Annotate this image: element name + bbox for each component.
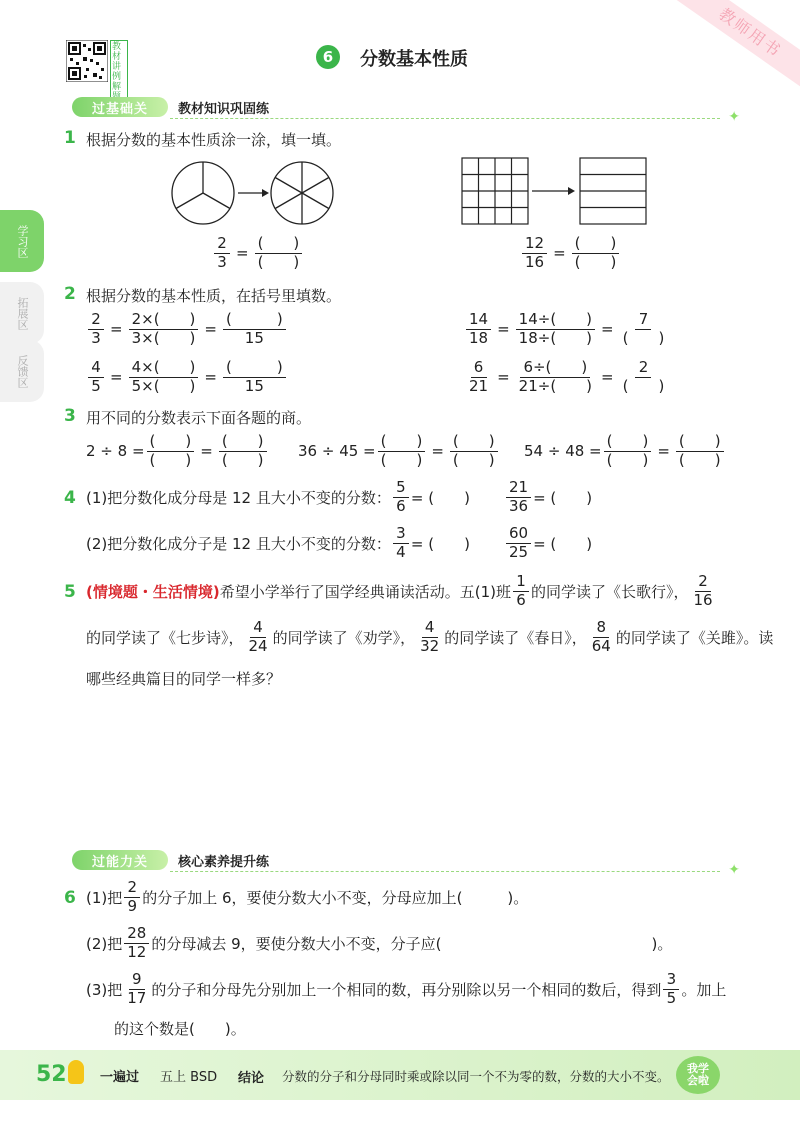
- watermark-ribbon: [668, 0, 800, 97]
- q1-right-equation: $\frac{12}{16}$ = $\frac{( )}{( )}$: [520, 236, 621, 271]
- question-text: 根据分数的基本性质，在括号里填数。: [86, 287, 342, 305]
- q2-equation-a: $\frac{2}{3}$ = $\frac{2\times( )}{3\times( )}$ = $\frac{( )}{15}$: [86, 312, 288, 347]
- question-number: 2: [64, 284, 76, 304]
- q3-item-2: 36 ÷ 45 = $\frac{( )}{( )}$ = $\frac{( )}{( )}$: [298, 434, 500, 469]
- qr-caption: 教材讲例解: [110, 40, 128, 104]
- answer-blank[interactable]: $\frac{( )}{( )}$: [572, 236, 620, 271]
- answer-blank[interactable]: $\frac{2}{( )}$: [622, 358, 665, 395]
- question-number: 6: [64, 888, 76, 908]
- q6-part-3: (3)把 $\frac{9}{17}$ 的分子和分母先分别加上一个相同的数，再分别除以另一个相同的数后，得到 $\frac{3}{5}$ 。加上: [86, 970, 727, 1007]
- circle-sixths: [271, 162, 333, 224]
- grid-rows-4: [580, 158, 646, 224]
- edition-label: 五上 BSD: [160, 1070, 218, 1085]
- page-title: 分数基本性质: [360, 49, 468, 70]
- question-number: 4: [64, 488, 76, 508]
- section-banner-ability: [60, 848, 740, 878]
- q4-part-2b: $\frac{60}{25}$ = ( ): [504, 526, 592, 561]
- answer-blank[interactable]: $\frac{( )}{( )}$: [604, 434, 652, 469]
- answer-area[interactable]: [86, 700, 736, 840]
- conclusion-text: 分数的分子和分母同时乘或除以同一个不为零的数，分数的大小不变。: [282, 1069, 670, 1084]
- star-icon: ✦: [728, 109, 740, 125]
- mascot-icon: [68, 1060, 84, 1084]
- question-number: 5: [64, 582, 76, 602]
- side-tab-study[interactable]: 学习区: [0, 210, 44, 272]
- q4-part-1: (1)把分数化成分母是 12 且大小不变的分数： $\frac{5}{6}$ = ( ): [86, 478, 470, 515]
- arrow-right-icon: [532, 187, 575, 195]
- page-number: 52: [36, 1062, 67, 1087]
- q5-line-1: (情境题・生活情境) 希望小学举行了国学经典诵读活动。五(1)班 $\frac{1}{6}$ 的同学读了《长歌行》， $\frac{2}{16}$: [86, 572, 713, 609]
- q5-line-3: 哪些经典篇目的同学一样多？: [86, 670, 282, 688]
- circle-diagram: [170, 160, 340, 230]
- grid-4x4: [462, 158, 528, 224]
- answer-blank[interactable]: $\frac{( )}{15}$: [223, 312, 286, 347]
- q4-part-1b: $\frac{21}{36}$ = ( ): [504, 480, 592, 515]
- question-text: 用不同的分数表示下面各题的商。: [86, 409, 312, 427]
- answer-blank[interactable]: $\frac{( )}{( )}$: [219, 434, 267, 469]
- q5-line-2: 的同学读了《七步诗》， $\frac{4}{24}$ 的同学读了《劝学》， $\frac{4}{32}$ 的同学读了《春日》， $\frac{8}{64}$ 的同学读了《关雎》。读: [86, 618, 774, 655]
- answer-blank[interactable]: $\frac{( )}{( )}$: [255, 236, 303, 271]
- answer-blank[interactable]: $\frac{6\div( )}{21\div( )}$: [518, 358, 593, 395]
- banner-label: 过基础关: [72, 97, 168, 117]
- q2-equation-d: $\frac{6}{21}$ = $\frac{6\div( )}{21\div( )}$ = $\frac{2}{( )}$: [464, 360, 669, 395]
- answer-blank[interactable]: $\frac{( )}{15}$: [223, 360, 286, 395]
- footer-bar: [0, 1050, 800, 1100]
- answer-blank[interactable]: $\frac{( )}{( )}$: [450, 434, 498, 469]
- q6-part-3-cont: 的这个数是( )。: [114, 1020, 246, 1038]
- fraction: $\frac{2}{3}$: [214, 236, 230, 271]
- q6-part-1: (1)把 $\frac{2}{9}$ 的分子加上 6，要使分数大小不变，分母应加上( )。: [86, 878, 529, 915]
- answer-blank[interactable]: $\frac{4\times( )}{5\times( )}$: [129, 360, 199, 395]
- banner-label: 过能力关: [72, 850, 168, 870]
- q4-part-2: (2)把分数化成分子是 12 且大小不变的分数： $\frac{3}{4}$ = ( ): [86, 524, 470, 561]
- brand-logo: 一遍过: [100, 1070, 140, 1085]
- answer-blank[interactable]: = ( ): [533, 534, 593, 553]
- circle-thirds: [172, 162, 234, 224]
- question-number: 1: [64, 128, 76, 148]
- grid-diagram: [460, 156, 660, 228]
- answer-blank[interactable]: $\frac{14\div( )}{18\div( )}$: [516, 312, 595, 347]
- answer-blank[interactable]: = ( ): [410, 488, 470, 507]
- banner-subtitle: 教材知识巩固练: [178, 102, 270, 117]
- section-number-badge: 6: [316, 45, 340, 69]
- answer-blank[interactable]: $\frac{7}{( )}$: [622, 310, 665, 347]
- answer-blank[interactable]: $\frac{2\times( )}{3\times( )}$: [129, 312, 199, 347]
- banner-subtitle: 核心素养提升练: [178, 855, 270, 870]
- answer-blank[interactable]: $\frac{( )}{( )}$: [676, 434, 724, 469]
- q1-left-equation: $\frac{2}{3}$ = $\frac{( )}{( )}$: [212, 236, 304, 271]
- q2-equation-c: $\frac{4}{5}$ = $\frac{4\times( )}{5\times( )}$ = $\frac{( )}{15}$: [86, 360, 288, 395]
- answer-blank[interactable]: $\frac{( )}{( )}$: [378, 434, 426, 469]
- qr-code[interactable]: [66, 40, 108, 82]
- answer-blank[interactable]: = ( ): [410, 534, 470, 553]
- conclusion-label: 结论: [238, 1071, 265, 1086]
- q3-item-1: 2 ÷ 8 = $\frac{( )}{( )}$ = $\frac{( )}{( )}$: [86, 434, 269, 469]
- fraction: $\frac{12}{16}$: [522, 236, 547, 271]
- q6-part-2: (2)把 $\frac{28}{12}$ 的分母减去 9，要使分数大小不变，分子应( )。: [86, 924, 673, 961]
- q2-equation-b: $\frac{14}{18}$ = $\frac{14\div( )}{18\div( )}$ = $\frac{7}{( )}$: [464, 312, 669, 347]
- learned-badge[interactable]: 我学会啦: [676, 1056, 720, 1094]
- context-tag: (情境题・生活情境): [86, 582, 220, 601]
- answer-blank[interactable]: = ( ): [533, 488, 593, 507]
- arrow-right-icon: [238, 189, 269, 197]
- side-tab-extend[interactable]: 拓展区: [0, 282, 44, 344]
- question-number: 3: [64, 406, 76, 426]
- q3-item-3: 54 ÷ 48 = $\frac{( )}{( )}$ = $\frac{( )}{( )}$: [524, 434, 726, 469]
- watermark-text: 教师用书: [715, 4, 786, 62]
- section-banner-basic: [60, 95, 740, 125]
- answer-blank[interactable]: $\frac{( )}{( )}$: [147, 434, 195, 469]
- star-icon: ✦: [728, 862, 740, 878]
- side-tab-feedback[interactable]: 反馈区: [0, 340, 44, 402]
- question-text: 根据分数的基本性质涂一涂，填一填。: [86, 131, 342, 149]
